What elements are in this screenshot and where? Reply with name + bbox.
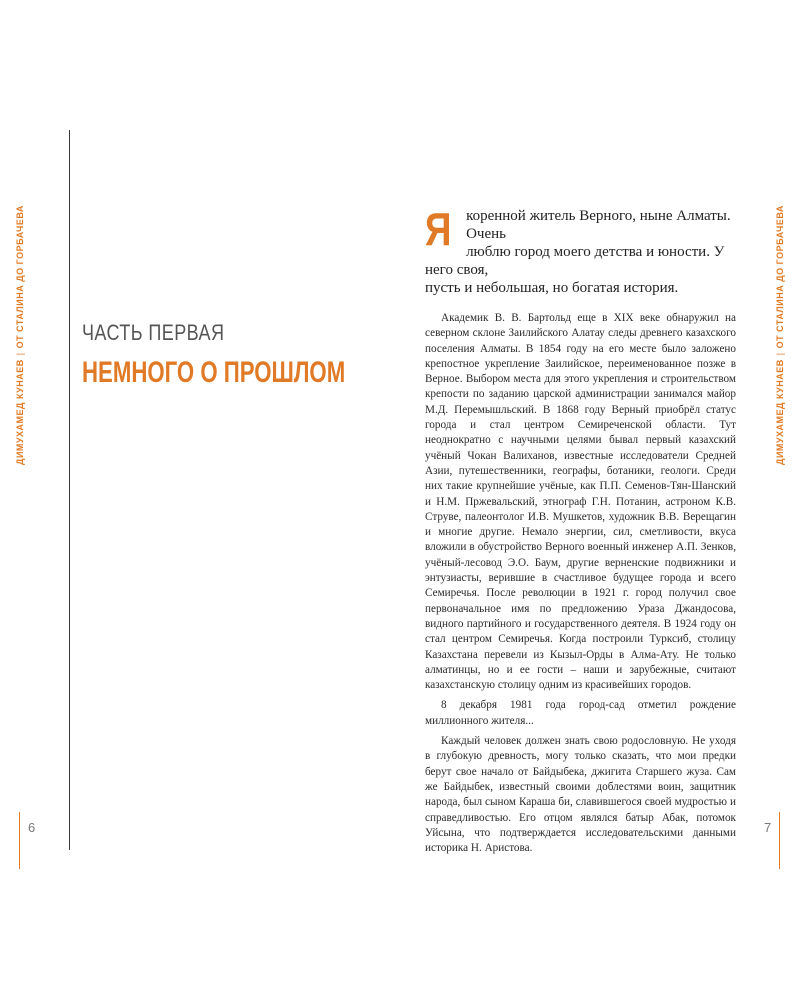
left-page-mark xyxy=(19,812,20,869)
left-vertical-rule xyxy=(69,130,70,850)
body-paragraph: Каждый человек должен знать свою родословную. Не уходя в глубокую древность, могу только сказать, что мои предки берут свое начало от Байдыбека, джигита Старшего жуза. Сам же Байдыбек, известный своими доблестями воин, защитник народа, был сыном Караша би, славившегося своей мудростью и справедливостью. Его отцом являлся батыр Абак, потомок Уйсына, что подтверждается исследовательскими данными историка Н. Аристова. xyxy=(425,735,736,855)
right-running-head-text xyxy=(775,205,785,465)
running-head-book: ОТ СТАЛИНА ДО ГОРБАЧЕВА xyxy=(775,205,785,349)
lead-line: коренной житель Верного, ныне Алматы. Очень xyxy=(466,208,731,242)
part-label: ЧАСТЬ ПЕРВАЯ xyxy=(82,320,225,345)
chapter-title: НЕМНОГО О ПРОШЛОМ xyxy=(82,356,346,389)
drop-cap: Я xyxy=(425,203,452,255)
running-head-separator: | xyxy=(15,352,25,356)
lead-line: люблю город моего детства и юности. У него своя, xyxy=(425,244,725,278)
right-page-text-block xyxy=(425,203,736,856)
lead-line: пусть и небольшая, но богатая история. xyxy=(425,280,679,296)
right-running-head xyxy=(766,200,794,470)
left-page-number: 6 xyxy=(28,820,36,835)
running-head-author: ДИМУХАМЕД КУНАЕВ xyxy=(775,359,785,465)
running-head-separator: | xyxy=(775,352,785,356)
lead-paragraph xyxy=(425,203,736,297)
running-head-author: ДИМУХАМЕД КУНАЕВ xyxy=(15,359,25,465)
running-head-book: ОТ СТАЛИНА ДО ГОРБАЧЕВА xyxy=(15,205,25,349)
right-page-number: 7 xyxy=(764,820,772,835)
body-paragraph: 8 декабря 1981 года город-сад отметил рождение миллионного жителя... xyxy=(425,699,736,727)
left-running-head xyxy=(6,200,34,470)
body-paragraph: Академик В. В. Бартольд еще в XIX веке обнаружил на северном склоне Заилийского Алатау следы древнего казахского поселения Алматы. В 1854 году на его месте было заложено крепостное укрепление Заилийское, переименованное позже в Верное. Выбором места для этого укрепления и строительством крепости по заданию царской администрации занимался майор М.Д. Перемышльский. В 1868 году Верный приобрёл статус города и стал центром Семиреченской области. Тут неоднократно с научными целями бывал первый казахский учёный Чокан Валиханов, известные исследователи Средней Азии, путешественники, географы, ботаники, геологи. Среди них такие крупнейшие учёные, как П.П. Семенов-Тян-Шанский и Н.М. Пржевальский, этнограф Г.Н. Потанин, астроном К.В. Струве, палеонтолог И.В. Мушкетов, художник В.В. Верещагин и многие другие. Немало энергии, сил, сметливости, вкуса вложили в обустройство Верного военный инженер А.П. Зенков, учёный-лесовод Э.О. Баум, другие верненские подвижники и энтузиасты, верившие в счастливое будущее города и всего Семиречья. После революции в 1921 г. город получил свое первоначальное имя по предложению Ураза Джандосова, видного партийного и государственного деятеля. В 1924 году он стал центром Семиречья. Когда построили Турксиб, столицу Казахстана перевели из Кызыл-Орды в Алма-Ату. Не только алматинцы, но и ее гости – наши и зарубежные, считают казахстанскую столицу одним из красивейших городов. xyxy=(425,312,736,692)
left-running-head-text xyxy=(15,205,25,465)
right-page-mark xyxy=(779,812,780,869)
